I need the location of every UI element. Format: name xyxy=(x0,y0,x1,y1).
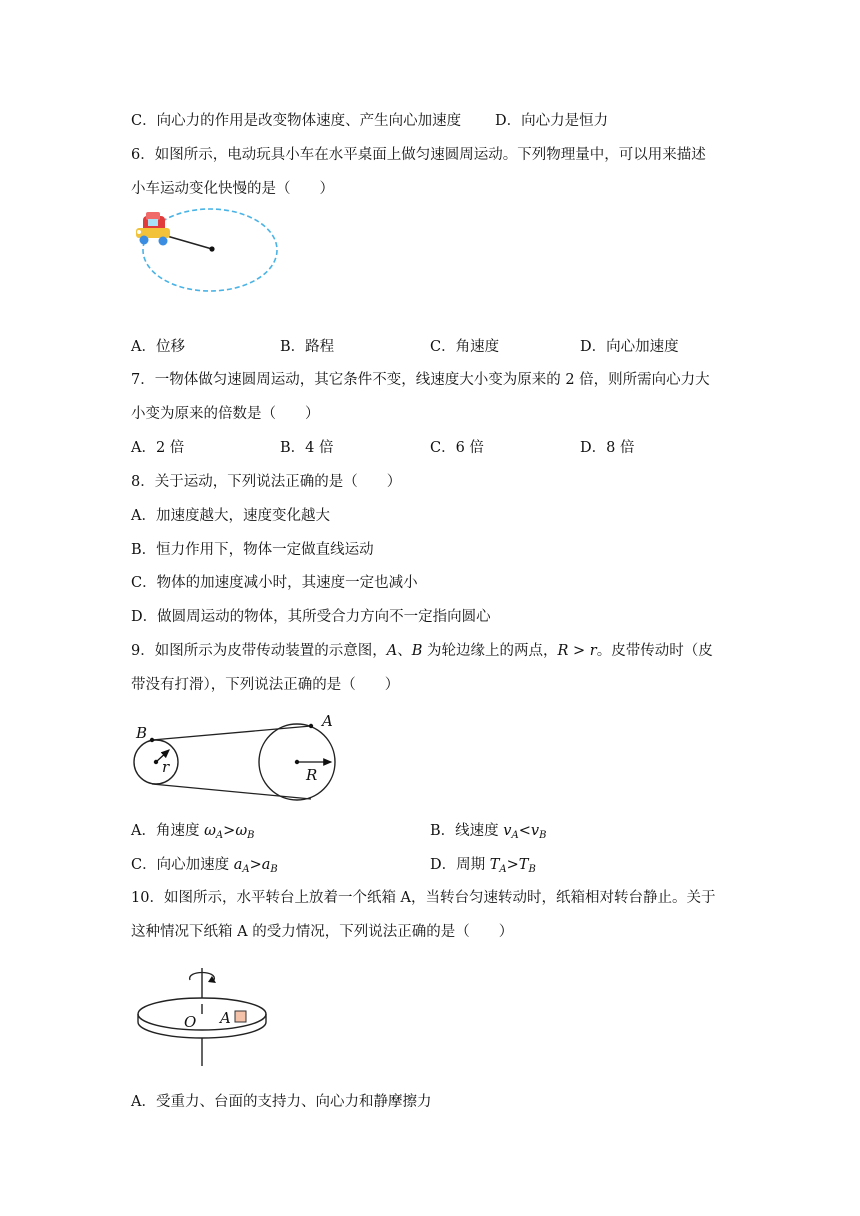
q6-stem-line2: 小车运动变化快慢的是（ ） xyxy=(131,181,334,197)
q7-option-d: D．8 倍 xyxy=(580,440,635,456)
box-a-label: A xyxy=(220,1009,231,1027)
q10-stem-line2: 这种情况下纸箱 A 的受力情况，下列说法正确的是（ ） xyxy=(131,924,514,940)
q5-option-c: C．向心力的作用是改变物体速度、产生向心加速度 xyxy=(131,113,462,129)
q7-stem-line2: 小变为原来的倍数是（ ） xyxy=(131,406,320,422)
q6-option-b: B．路程 xyxy=(280,339,335,355)
toy-car-circle-figure xyxy=(130,200,290,305)
q8-option-c: C．物体的加速度减小时，其速度一定也减小 xyxy=(131,575,418,591)
toy-car-icon xyxy=(136,212,170,246)
q7-option-b: B．4 倍 xyxy=(280,440,334,456)
point-b-label: B xyxy=(136,724,148,742)
q8-option-d: D．做圆周运动的物体，其所受合力方向不一定指向圆心 xyxy=(131,609,491,625)
q8-stem: 8．关于运动，下列说法正确的是（ ） xyxy=(131,474,402,490)
q9-option-c: C．向心加速度 $a_A>a_B$ xyxy=(131,857,278,875)
turntable-figure xyxy=(132,964,272,1069)
belt-drive-figure xyxy=(128,708,348,806)
q9-stem-line2: 带没有打滑），下列说法正确的是（ ） xyxy=(131,677,400,693)
q5-option-d: D．向心力是恒力 xyxy=(495,113,609,129)
q7-option-a: A．2 倍 xyxy=(131,440,185,456)
q9-condition: R > r xyxy=(557,643,597,659)
point-a-label: A xyxy=(322,712,333,730)
q9-option-b: B．线速度 $v_A<v_B$ xyxy=(430,823,547,841)
q6-option-a: A．位移 xyxy=(131,339,185,355)
q8-option-a: A．加速度越大，速度变化越大 xyxy=(131,508,330,524)
radius-R-label: R xyxy=(306,766,318,784)
q7-stem-line1: 7．一物体做匀速圆周运动，其它条件不变，线速度大小变为原来的 2 倍，则所需向心力大 xyxy=(131,372,710,388)
q6-stem-line1: 6．如图所示，电动玩具小车在水平桌面上做匀速圆周运动。下列物理量中，可以用来描述 xyxy=(131,147,706,163)
q7-option-c: C．6 倍 xyxy=(430,440,484,456)
q10-option-a: A．受重力、台面的支持力、向心力和静摩擦力 xyxy=(131,1094,432,1110)
q8-option-b: B．恒力作用下，物体一定做直线运动 xyxy=(131,542,374,558)
q6-option-d: D．向心加速度 xyxy=(580,339,679,355)
radius-r-label: r xyxy=(162,758,170,776)
q9-option-a: A．角速度 $\omega_A>\omega_B$ xyxy=(131,823,255,841)
q9-option-d: D．周期 $T_A>T_B$ xyxy=(430,857,536,875)
q10-stem-line1: 10．如图所示，水平转台上放着一个纸箱 A，当转台匀速转动时，纸箱相对转台静止。关于 xyxy=(131,890,716,906)
q6-option-c: C．角速度 xyxy=(430,339,500,355)
q9-stem-line1: 9．如图所示为皮带传动装置的示意图，A、B 为轮边缘上的两点，R > r。皮带传动时（皮 xyxy=(131,643,713,659)
center-o-label: O xyxy=(184,1013,197,1031)
